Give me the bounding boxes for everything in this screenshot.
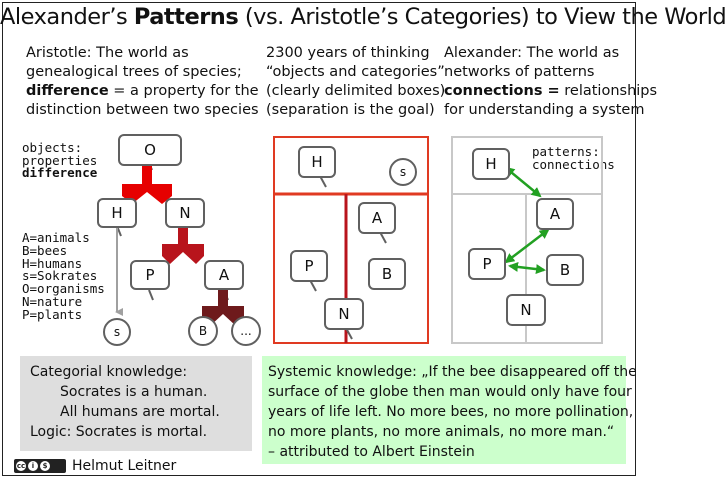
middle-line-2: “objects and categories”	[266, 64, 445, 80]
alexander-line-4: for understanding a system	[444, 102, 645, 118]
abbr-organisms: O=organisms	[22, 281, 105, 297]
net-node-b: B	[546, 254, 584, 286]
abbr-bees: B=bees	[22, 242, 68, 258]
nc-icon: $	[40, 461, 50, 471]
mid-node-a: A	[358, 202, 396, 234]
alexander-bold-word: connections =	[444, 83, 560, 99]
net-node-n: N	[506, 294, 546, 326]
mid-node-s: s	[389, 158, 417, 186]
node-h: H	[97, 198, 137, 228]
legend-properties: properties	[22, 152, 98, 168]
categorial-line-3: All humans are mortal.	[60, 404, 220, 420]
mid-node-b: B	[368, 258, 406, 290]
legend-objects: objects:	[22, 140, 83, 155]
abbr-animals: A=animals	[22, 230, 90, 245]
systemic-line-1: Systemic knowledge: „If the bee disappeared off the	[268, 364, 637, 380]
node-p: P	[130, 260, 170, 290]
net-node-p: P	[468, 248, 506, 280]
aristotle-line-2: genealogical trees of species;	[26, 64, 242, 80]
credit-line	[14, 458, 176, 474]
abbr-nature: N=nature	[22, 293, 83, 309]
node-b: B	[188, 316, 218, 346]
alexander-after-bold: relationships	[559, 83, 658, 99]
legend-difference: difference	[22, 165, 98, 180]
title-bold: Patterns	[133, 4, 239, 30]
systemic-line-2: surface of the globe then man would only have four	[268, 384, 632, 400]
alexander-line-2: networks of patterns	[444, 64, 595, 80]
mid-node-h: H	[298, 146, 336, 178]
node-s: s	[103, 318, 131, 346]
title-post: (vs. Aristotle’s Categories) to View the World	[238, 4, 726, 30]
middle-line-1: 2300 years of thinking	[266, 45, 430, 61]
net-node-h: H	[472, 148, 510, 180]
abbr-sokrates: s=Sokrates	[22, 268, 98, 284]
title-pre: Alexander’s	[0, 4, 134, 30]
difference-dark-red	[162, 226, 204, 264]
categorial-line-4: Logic: Socrates is mortal.	[30, 424, 208, 440]
abbr-plants: P=plants	[22, 306, 83, 322]
node-o: O	[118, 134, 182, 166]
systemic-line-3: years of life left. No more bees, no more pollination,	[268, 404, 634, 420]
abbr-humans: H=humans	[22, 255, 83, 271]
categorial-knowledge-box	[20, 356, 252, 451]
systemic-line-5: – attributed to Albert Einstein	[268, 444, 475, 460]
systemic-knowledge-box	[262, 356, 637, 464]
node-p-tail	[149, 290, 153, 300]
net-node-a: A	[536, 198, 574, 230]
node-n: N	[165, 198, 205, 228]
systemic-line-4: no more plants, no more animals, no more man.“	[268, 424, 615, 440]
middle-line-4: (separation is the goal)	[266, 102, 435, 118]
aristotle-bold-word: difference	[26, 83, 109, 99]
aristotle-line-1: Aristotle: The world as	[26, 45, 189, 61]
mid-node-p: P	[290, 250, 328, 282]
connection-h-a	[506, 168, 540, 196]
legend-connections: connections	[532, 156, 615, 172]
categorial-line-2: Socrates is a human.	[60, 384, 208, 400]
cc-license-badge[interactable]	[14, 459, 66, 473]
mid-node-n: N	[324, 298, 364, 330]
node-a: A	[204, 260, 244, 290]
categorial-line-1: Categorial knowledge:	[30, 364, 188, 380]
by-icon: i	[28, 461, 38, 471]
aristotle-line-4: distinction between two species	[26, 102, 259, 118]
cc-icon: cc	[16, 462, 26, 470]
aristotle-after-bold: = a property for the	[108, 83, 259, 99]
node-etc: ...	[231, 316, 261, 346]
author-name: Helmut Leitner	[72, 458, 177, 474]
middle-line-3: (clearly delimited boxes)	[266, 83, 446, 99]
alexander-line-1: Alexander: The world as	[444, 45, 620, 61]
legend-patterns: patterns:	[532, 144, 600, 159]
